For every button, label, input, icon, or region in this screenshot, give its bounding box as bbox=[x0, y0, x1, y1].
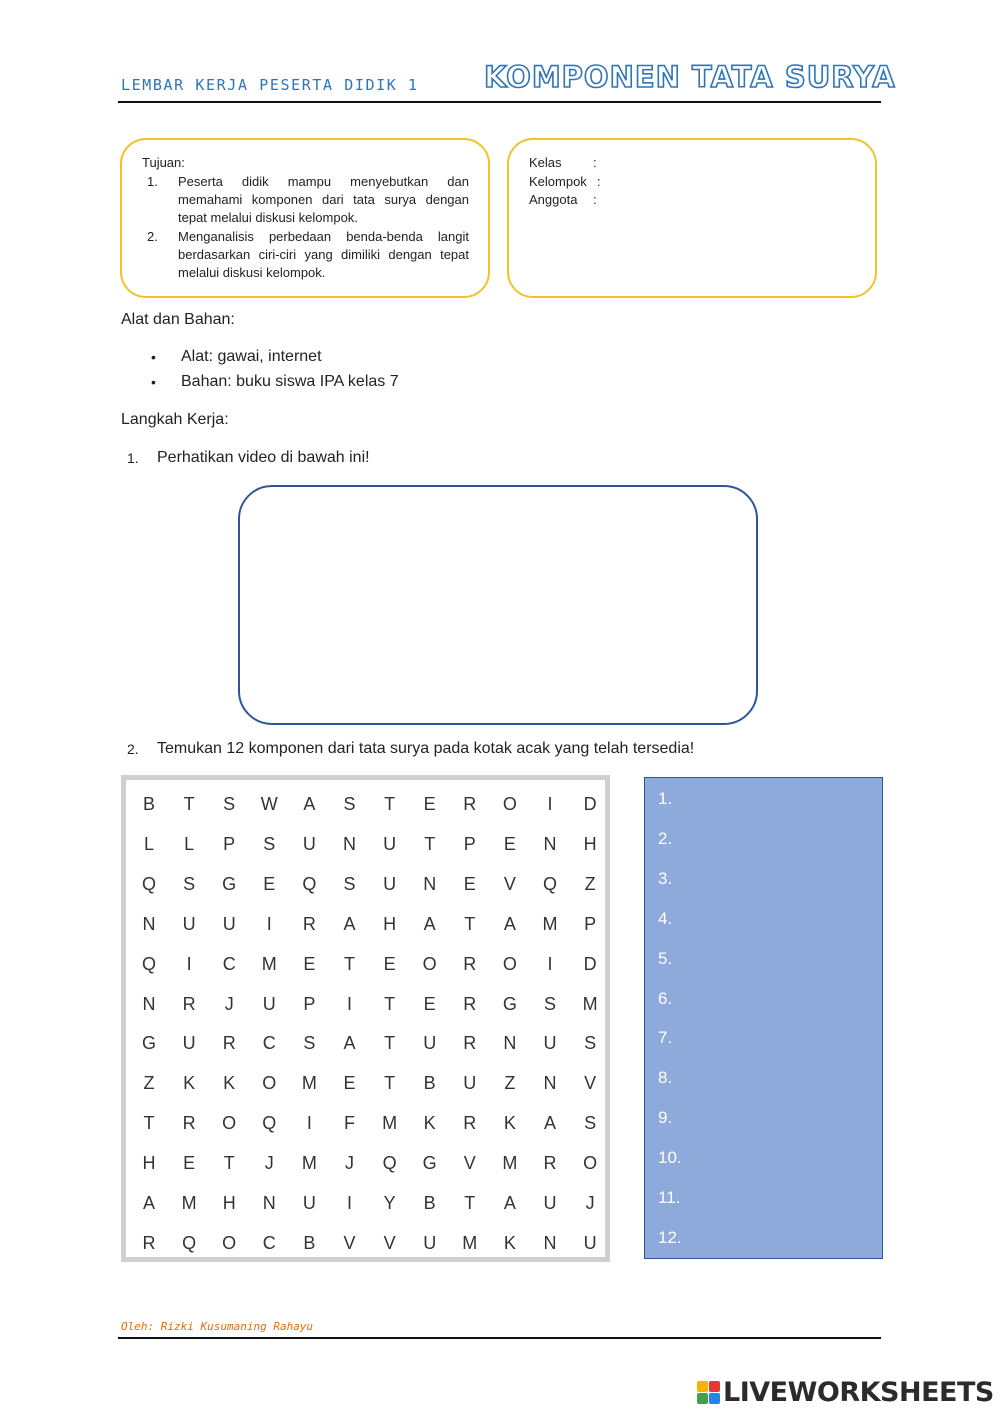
grid-letter[interactable]: U bbox=[302, 1193, 316, 1213]
answer-slot[interactable]: 12. bbox=[658, 1227, 682, 1247]
grid-letter[interactable]: K bbox=[423, 1113, 436, 1134]
grid-letter[interactable]: M bbox=[502, 1153, 518, 1174]
answer-slot[interactable]: 11. bbox=[658, 1188, 681, 1207]
grid-letter[interactable]: A bbox=[503, 1193, 516, 1213]
grid-letter[interactable]: N bbox=[423, 873, 437, 894]
liveworksheets-logo-icon bbox=[697, 1381, 721, 1405]
grid-letter[interactable]: T bbox=[384, 794, 396, 814]
grid-letter[interactable]: L bbox=[184, 833, 195, 854]
grid-letter[interactable]: U bbox=[182, 1033, 196, 1054]
objectives-label: Tujuan: bbox=[142, 155, 185, 170]
step-number: 2. bbox=[127, 741, 139, 757]
grid-letter[interactable]: G bbox=[502, 993, 517, 1014]
grid-letter[interactable]: R bbox=[463, 794, 477, 814]
grid-letter[interactable]: A bbox=[503, 913, 516, 934]
grid-letter[interactable]: V bbox=[343, 1232, 356, 1253]
grid-letter[interactable]: A bbox=[303, 794, 316, 814]
grid-letter[interactable]: F bbox=[344, 1113, 355, 1134]
grid-letter[interactable]: P bbox=[463, 833, 476, 854]
grid-letter[interactable]: D bbox=[583, 794, 597, 814]
grid-letter[interactable]: Z bbox=[504, 1073, 516, 1094]
materials-item: Bahan: buku siswa IPA kelas 7 bbox=[181, 373, 399, 390]
grid-letter[interactable]: N bbox=[262, 1193, 276, 1213]
class-field bbox=[529, 154, 597, 172]
grid-letter[interactable]: N bbox=[142, 913, 156, 934]
answer-slot[interactable]: 2. bbox=[658, 828, 673, 848]
grid-letter[interactable]: U bbox=[302, 833, 316, 854]
grid-letter[interactable]: T bbox=[384, 993, 396, 1014]
grid-letter[interactable]: R bbox=[463, 953, 477, 974]
grid-letter[interactable]: S bbox=[223, 794, 236, 814]
answer-slot[interactable]: 10. bbox=[658, 1148, 682, 1168]
objective-text: Menganalisis perbedaan benda-benda langit berdasarkan ciri-ciri yang dimiliki dengan tepat melalui diskusi kelompok. bbox=[178, 229, 469, 280]
grid-letter[interactable]: T bbox=[464, 913, 476, 934]
word-search-grid[interactable] bbox=[121, 775, 610, 1262]
video-embed[interactable] bbox=[238, 485, 758, 725]
answer-panel bbox=[644, 777, 883, 1259]
page-title: KOMPONEN TATA SURYA bbox=[484, 60, 896, 94]
grid-letter[interactable]: Q bbox=[302, 873, 317, 894]
tools-heading: Alat dan Bahan: bbox=[121, 311, 235, 328]
worksheet-label: LEMBAR KERJA PESERTA DIDIK 1 bbox=[121, 76, 419, 94]
grid-letter[interactable]: L bbox=[143, 833, 154, 854]
members-label: Anggota bbox=[529, 192, 578, 207]
grid-letter[interactable]: B bbox=[423, 1073, 436, 1094]
grid-letter[interactable]: M bbox=[301, 1073, 317, 1094]
grid-letter[interactable]: P bbox=[223, 833, 236, 854]
grid-letter[interactable]: T bbox=[384, 1033, 396, 1054]
grid-letter[interactable]: U bbox=[262, 993, 276, 1014]
grid-letter[interactable]: E bbox=[503, 833, 516, 854]
grid-letter[interactable]: D bbox=[583, 953, 597, 974]
grid-letter[interactable]: S bbox=[183, 873, 196, 894]
grid-letter[interactable]: E bbox=[383, 953, 396, 974]
grid-letter[interactable]: I bbox=[346, 993, 352, 1014]
grid-letter[interactable]: O bbox=[222, 1113, 237, 1134]
bullet-icon: • bbox=[151, 349, 156, 365]
grid-letter[interactable]: T bbox=[143, 1113, 155, 1134]
grid-letter[interactable]: G bbox=[422, 1153, 437, 1174]
grid-letter[interactable]: A bbox=[343, 1033, 356, 1054]
grid-letter[interactable]: R bbox=[463, 993, 477, 1014]
grid-letter[interactable]: P bbox=[584, 913, 597, 934]
grid-letter[interactable]: Q bbox=[382, 1153, 397, 1174]
grid-letter[interactable]: Q bbox=[262, 1113, 277, 1134]
group-label: Kelompok bbox=[529, 174, 587, 189]
grid-letter[interactable]: H bbox=[142, 1153, 156, 1174]
grid-letter[interactable]: O bbox=[222, 1232, 237, 1253]
grid-letter[interactable]: R bbox=[543, 1153, 557, 1174]
grid-letter[interactable]: Z bbox=[584, 873, 596, 894]
answer-slot[interactable]: 7. bbox=[658, 1028, 673, 1048]
answer-slot[interactable]: 8. bbox=[658, 1068, 673, 1088]
grid-letter[interactable]: Q bbox=[182, 1232, 197, 1253]
tools-item: Alat: gawai, internet bbox=[181, 348, 322, 365]
grid-letter[interactable]: T bbox=[183, 794, 195, 814]
grid-letter[interactable]: Q bbox=[141, 953, 156, 974]
grid-letter[interactable]: O bbox=[583, 1153, 598, 1174]
grid-letter[interactable]: C bbox=[262, 1232, 276, 1253]
grid-letter[interactable]: E bbox=[303, 953, 316, 974]
grid-letter[interactable]: I bbox=[547, 953, 553, 974]
grid-letter[interactable]: T bbox=[223, 1153, 235, 1174]
grid-letter[interactable]: E bbox=[343, 1073, 356, 1094]
grid-letter[interactable]: U bbox=[383, 873, 397, 894]
step-text: Temukan 12 komponen dari tata surya pada kotak acak yang telah tersedia! bbox=[157, 740, 695, 757]
grid-letter[interactable]: A bbox=[343, 913, 356, 934]
answer-slot[interactable]: 5. bbox=[658, 948, 673, 968]
grid-letter[interactable]: R bbox=[182, 993, 196, 1014]
grid-letter[interactable]: V bbox=[383, 1232, 396, 1253]
grid-letter[interactable]: E bbox=[463, 873, 476, 894]
objective-text: Peserta didik mampu menyebutkan dan memahami komponen dari tata surya dengan tepat melalui diskusi kelompok. bbox=[178, 174, 469, 225]
grid-letter[interactable]: O bbox=[422, 953, 437, 974]
steps-heading: Langkah Kerja: bbox=[121, 411, 229, 428]
footer-divider bbox=[118, 1337, 881, 1339]
grid-letter[interactable]: S bbox=[584, 1113, 597, 1134]
group-separator: : bbox=[597, 174, 601, 189]
grid-letter[interactable]: W bbox=[260, 794, 278, 814]
grid-letter[interactable]: S bbox=[343, 794, 356, 814]
grid-letter[interactable]: N bbox=[142, 993, 156, 1014]
group-field bbox=[529, 173, 601, 191]
grid-letter[interactable]: E bbox=[183, 1153, 196, 1174]
grid-letter[interactable]: G bbox=[222, 873, 237, 894]
grid-letter[interactable]: U bbox=[383, 833, 397, 854]
grid-letter[interactable]: S bbox=[303, 1033, 316, 1054]
grid-letter[interactable]: S bbox=[543, 993, 556, 1014]
grid-letter[interactable]: U bbox=[182, 913, 196, 934]
grid-letter[interactable]: M bbox=[301, 1153, 317, 1174]
grid-letter[interactable]: Q bbox=[542, 873, 557, 894]
grid-letter[interactable]: I bbox=[346, 1193, 352, 1213]
members-field bbox=[529, 191, 597, 209]
grid-letter[interactable]: E bbox=[263, 873, 276, 894]
grid-letter[interactable]: U bbox=[543, 1033, 557, 1054]
author-credit: Oleh: Rizki Kusumaning Rahayu bbox=[121, 1320, 314, 1333]
liveworksheets-brand: LIVEWORKSHEETS bbox=[723, 1377, 994, 1408]
grid-letter[interactable]: R bbox=[463, 1033, 477, 1054]
grid-letter[interactable]: V bbox=[584, 1073, 597, 1094]
grid-letter[interactable]: K bbox=[183, 1073, 196, 1094]
grid-letter[interactable]: B bbox=[423, 1193, 436, 1213]
grid-letter[interactable]: V bbox=[463, 1153, 476, 1174]
grid-letter[interactable]: R bbox=[302, 913, 316, 934]
grid-letter[interactable]: K bbox=[503, 1232, 516, 1253]
grid-letter[interactable]: N bbox=[503, 1033, 517, 1054]
answer-slot[interactable]: 6. bbox=[658, 988, 673, 1008]
bullet-icon: • bbox=[151, 374, 156, 390]
grid-letter[interactable]: H bbox=[222, 1193, 236, 1213]
grid-letter[interactable]: N bbox=[543, 1073, 557, 1094]
grid-letter[interactable]: O bbox=[262, 1073, 277, 1094]
grid-letter[interactable]: N bbox=[343, 833, 356, 854]
grid-letter[interactable]: I bbox=[547, 794, 553, 814]
grid-letter[interactable]: I bbox=[306, 1113, 312, 1134]
grid-letter[interactable]: B bbox=[303, 1232, 316, 1253]
grid-letter[interactable]: R bbox=[463, 1113, 477, 1134]
answer-slot[interactable]: 4. bbox=[658, 908, 673, 928]
grid-letter[interactable]: Y bbox=[383, 1193, 396, 1213]
answer-slot[interactable]: 3. bbox=[658, 868, 673, 888]
class-separator: : bbox=[593, 155, 597, 170]
grid-letter[interactable]: C bbox=[222, 953, 236, 974]
grid-letter[interactable]: T bbox=[384, 1073, 396, 1094]
objective-number: 2. bbox=[147, 229, 158, 244]
grid-letter[interactable]: M bbox=[462, 1232, 478, 1253]
grid-letter[interactable]: J bbox=[345, 1153, 354, 1174]
step-text: Perhatikan video di bawah ini! bbox=[157, 449, 370, 466]
grid-letter[interactable]: P bbox=[303, 993, 316, 1014]
grid-letter[interactable]: J bbox=[224, 993, 234, 1014]
grid-letter[interactable]: T bbox=[464, 1193, 476, 1213]
members-separator: : bbox=[593, 192, 597, 207]
grid-letter[interactable]: E bbox=[423, 794, 436, 814]
grid-letter[interactable]: A bbox=[423, 913, 436, 934]
grid-letter[interactable]: V bbox=[503, 873, 516, 894]
step-number: 1. bbox=[127, 450, 139, 466]
grid-letter[interactable]: T bbox=[344, 953, 355, 974]
grid-letter[interactable]: Z bbox=[143, 1073, 155, 1094]
grid-letter[interactable]: I bbox=[186, 953, 192, 974]
grid-letter[interactable]: U bbox=[423, 1232, 437, 1253]
grid-letter[interactable]: M bbox=[181, 1193, 197, 1213]
grid-letter[interactable]: U bbox=[543, 1193, 557, 1213]
grid-letter[interactable]: O bbox=[502, 953, 517, 974]
grid-letter[interactable]: U bbox=[423, 1033, 437, 1054]
grid-letter[interactable]: M bbox=[382, 1113, 398, 1134]
grid-letter[interactable]: H bbox=[583, 833, 597, 854]
grid-letter[interactable]: I bbox=[266, 913, 272, 934]
grid-letter[interactable]: O bbox=[502, 794, 517, 814]
answer-slot[interactable]: 1. bbox=[658, 789, 673, 808]
grid-letter[interactable]: M bbox=[542, 913, 558, 934]
header-divider bbox=[118, 101, 881, 103]
answer-slot[interactable]: 9. bbox=[658, 1108, 673, 1128]
grid-letter[interactable]: S bbox=[263, 833, 276, 854]
class-label: Kelas bbox=[529, 155, 562, 170]
grid-letter[interactable]: B bbox=[142, 794, 155, 814]
grid-letter[interactable]: G bbox=[141, 1033, 156, 1054]
grid-letter[interactable]: N bbox=[543, 833, 557, 854]
grid-letter[interactable]: R bbox=[182, 1113, 196, 1134]
grid-letter[interactable]: A bbox=[543, 1113, 556, 1134]
grid-letter[interactable]: E bbox=[423, 993, 436, 1014]
grid-letter[interactable]: J bbox=[585, 1193, 595, 1213]
grid-letter[interactable]: Q bbox=[141, 873, 156, 894]
grid-letter[interactable]: H bbox=[383, 913, 397, 934]
grid-letter[interactable]: A bbox=[142, 1193, 155, 1213]
grid-letter[interactable]: R bbox=[142, 1232, 156, 1253]
grid-letter[interactable]: M bbox=[582, 993, 598, 1014]
grid-letter[interactable]: M bbox=[261, 953, 277, 974]
grid-letter[interactable]: S bbox=[584, 1033, 597, 1054]
grid-letter[interactable]: U bbox=[583, 1232, 597, 1253]
grid-letter[interactable]: T bbox=[424, 833, 436, 854]
grid-letter[interactable]: K bbox=[503, 1113, 516, 1134]
grid-letter[interactable]: R bbox=[222, 1033, 236, 1054]
grid-letter[interactable]: K bbox=[223, 1073, 236, 1094]
grid-letter[interactable]: U bbox=[463, 1073, 477, 1094]
grid-letter[interactable]: C bbox=[262, 1033, 276, 1054]
grid-letter[interactable]: S bbox=[343, 873, 356, 894]
grid-letter[interactable]: U bbox=[222, 913, 236, 934]
objective-number: 1. bbox=[147, 174, 158, 189]
grid-letter[interactable]: J bbox=[264, 1153, 274, 1174]
grid-letter[interactable]: N bbox=[543, 1232, 557, 1253]
